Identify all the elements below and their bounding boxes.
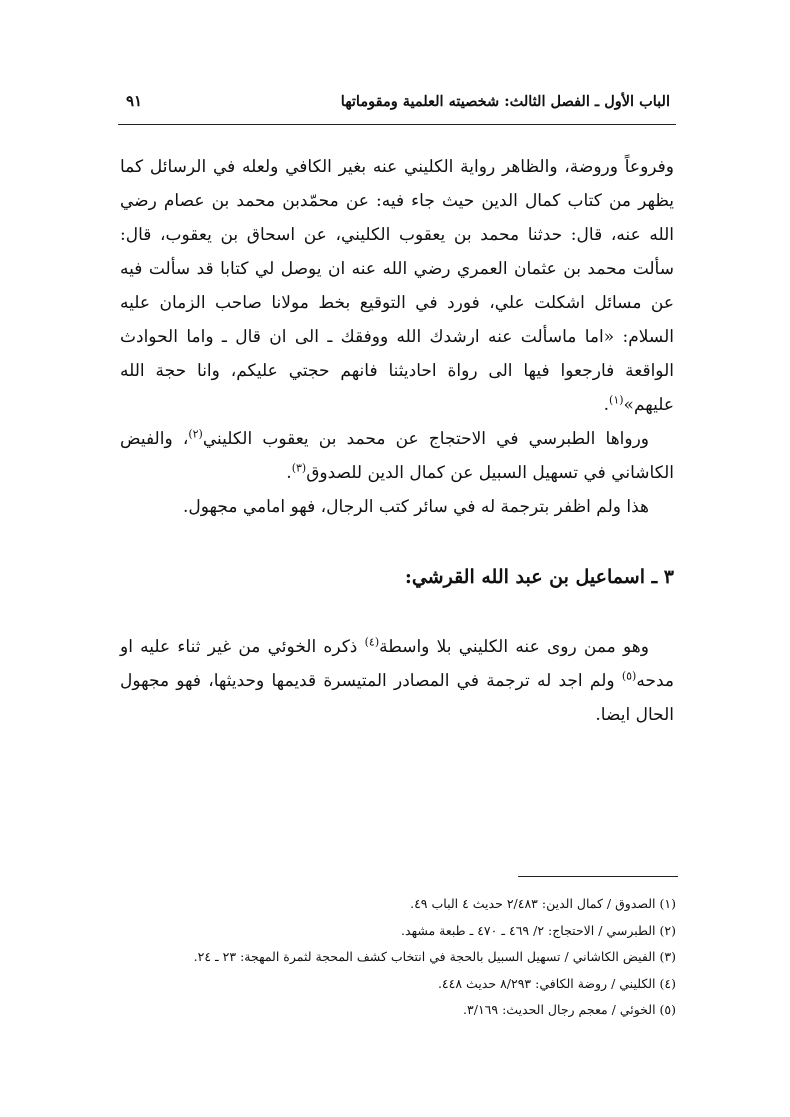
paragraph-4 [120, 630, 674, 732]
paragraph-1-end: . [603, 395, 610, 415]
paragraph-2-text-a: ورواها الطبرسي في الاحتجاج عن محمد بن يعقوب الكليني [202, 429, 650, 449]
paragraph-2 [120, 422, 674, 490]
footnote-ref-3: (٣) [291, 461, 307, 475]
paragraph-4-text-c: ولم اجد له ترجمة في المصادر المتيسرة قديمها وحديثها، فهو مجهول الحال ايضا. [120, 671, 674, 725]
header-divider [118, 124, 676, 125]
paragraph-1 [120, 150, 674, 422]
page-number: ٩١ [126, 92, 143, 110]
footnote-2: (٢) الطبرسي / الاحتجاج: ٢/ ٤٦٩ ـ ٤٧٠ ـ طبعة مشهد. [401, 922, 676, 938]
chapter-title: الباب الأول ـ الفصل الثالث: شخصيته العلمية ومقوماتها [340, 92, 670, 110]
footnote-ref-1: (١) [609, 393, 624, 407]
footnote-1: (١) الصدوق / كمال الدين: ٢/٤٨٣ حديث ٤ الباب ٤٩. [410, 896, 676, 911]
footnote-3: (٣) الفيض الكاشاني / تسهيل السبيل بالحجة في انتخاب كشف المحجة لثمرة المهجة: ٢٣ ـ ٢٤. [193, 949, 676, 964]
paragraph-1-text: وفروعاً وروضة، والظاهر رواية الكليني عنه بغير الكافي ولعله في الرسائل كما يظهر من كتاب كمال الدين حيث جاء فيه: عن محمّدبن محمد بن عصام رضي الله عنه، قال: حدثنا محمد بن يعقوب الكليني، عن اسحاق بن يعقوب، قال: سألت محمد بن عثمان العمري رضي الله عنه ان يوصل لي كتابا قد سألت فيه عن مسائل اشكلت علي، فورد في التوقيع بخط مولانا صاحب الزمان عليه السلام: «اما ماسألت عنه ارشدك الله ووفقك ـ الى ان قال ـ واما الحوادث الواقعة فارجعوا فيها الى رواة احاديثنا فانهم حجتي عليكم، وانا حجة الله عليهم» [120, 157, 674, 415]
paragraph-2-text-b: ، والفيض الكاشاني في تسهيل السبيل عن كمال الدين للصدوق [120, 429, 674, 483]
footnotes [120, 891, 676, 1024]
section-text [120, 630, 674, 732]
footnote-divider [518, 876, 678, 877]
footnote-ref-2: (٢) [188, 427, 203, 441]
paragraph-4-text-b: ذكره الخوئي من غير ثناء عليه او مدحه [120, 637, 674, 691]
section-heading: ٣ ـ اسماعيل بن عبد الله القرشي: [404, 566, 674, 588]
paragraph-4-text-a: وهو ممن روى عنه الكليني بلا واسطة [379, 637, 649, 657]
paragraph-2-end: . [286, 463, 292, 483]
footnote-ref-4: (٤) [364, 635, 380, 649]
footnote-5: (٥) الخوئي / معجم رجال الحديث: ٣/١٦٩. [463, 1002, 676, 1017]
running-header [126, 86, 670, 116]
paragraph-3: هذا ولم اظفر بترجمة له في سائر كتب الرجال، فهو امامي مجهول. [182, 497, 649, 517]
main-text [120, 150, 674, 524]
footnote-ref-5: (٥) [621, 669, 637, 683]
footnote-4: (٤) الكليني / روضة الكافي: ٨/٢٩٣ حديث ٤٤٨. [437, 975, 676, 991]
